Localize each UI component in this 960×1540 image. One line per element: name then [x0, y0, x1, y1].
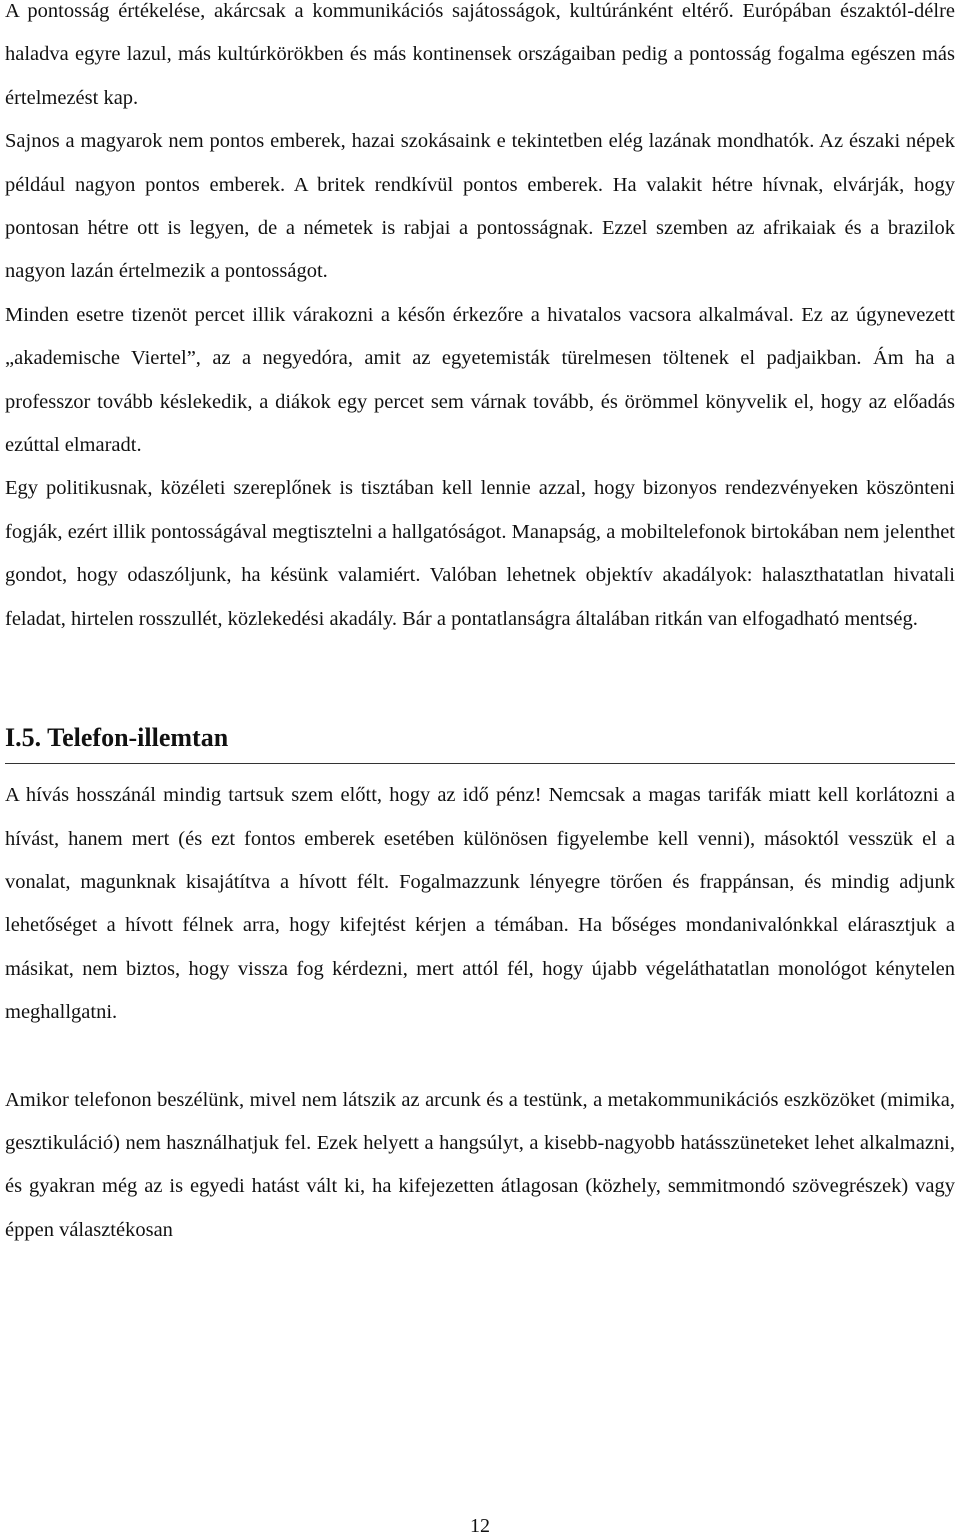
section-heading: I.5. Telefon-illemtan [5, 721, 955, 764]
paragraph-politicians-punctuality: Egy politikusnak, közéleti szereplőnek is tisztában kell lennie azzal, hogy bizonyos rendezvényeken köszönteni fogják, ezért illik pontosságával megtisztelni a hallgatóságot. Manapság, a mobiltelefonok birtokában nem jelenthet gondot, hogy odaszóljunk, ha késünk valamiért. Valóban lehetnek objektív akadályok: halaszthatatlan hivatali feladat, hirtelen rosszullét, közlekedési akadály. Bár a pontatlanságra általában ritkán van elfogadható mentség. [5, 477, 955, 630]
document-page [5, 0, 955, 1252]
paragraph-hungarians-punctuality: Sajnos a magyarok nem pontos emberek, hazai szokásaink e tekintetben elég lazának mondhatók. Az északi népek például nagyon pontos emberek. A britek rendkívül pontos emberek. Ha valakit hétre hívnak, elvárják, hogy pontosan hétre ott is legyen, de a németek is rabjai a pontosságnak. Ezzel szemben az afrikaiak és a brazilok nagyon lazán értelmezik a pontosságot. [5, 130, 955, 283]
paragraph-punctuality-culture: A pontosság értékelése, akárcsak a kommunikációs sajátosságok, kultúránként eltérő. Európában északtól-délre haladva egyre lazul, más kultúrkörökben és más kontinensek országaiban pedig a pontosság fogalma egészen más értelmezést kap. [5, 0, 955, 109]
paragraph-phone-metacommunication: Amikor telefonon beszélünk, mivel nem látszik az arcunk és a testünk, a metakommunikációs eszközöket (mimika, gesztikuláció) nem használhatjuk fel. Ezek helyett a hangsúlyt, a kisebb-nagyobb hatásszüneteket lehet alkalmazni, és gyakran még az is egyedi hatást vált ki, ha kifejezetten átlagosan (közhely, semmitmondó szövegrészek) vagy éppen választékosan [5, 1088, 955, 1241]
page-number: 12 [470, 1515, 490, 1537]
paragraph-call-length: A hívás hosszánál mindig tartsuk szem előtt, hogy az idő pénz! Nemcsak a magas tarifák miatt kell korlátozni a hívást, hanem mert (és ezt fontos emberek esetében különösen figyelembe kell venni), másoktól vesszük el a vonalat, magunknak kisajátítva a hívott félt. Fogalmazzunk lényegre törően és frappánsan, és mindig adjunk lehetőséget a hívott félnek arra, hogy kifejtést kérjen a témában. Ha bőséges mondanivalónkkal elárasztjuk a másikat, nem biztos, hogy vissza fog kérdezni, mert attól fél, hogy újabb végeláthatatlan monológot kénytelen meghallgatni. [5, 784, 955, 1024]
paragraph-academic-quarter: Minden esetre tizenöt percet illik várakozni a későn érkezőre a hivatalos vacsora alkalmával. Ez az úgynevezett „akademische Viertel”, az a negyedóra, amit az egyetemisták türelmesen töltenek el padjaikban. Ám ha a professzor tovább késlekedik, a diákok egy percet sem várnak tovább, és örömmel könyvelik el, hogy az előadás ezúttal elmaradt. [5, 303, 955, 457]
